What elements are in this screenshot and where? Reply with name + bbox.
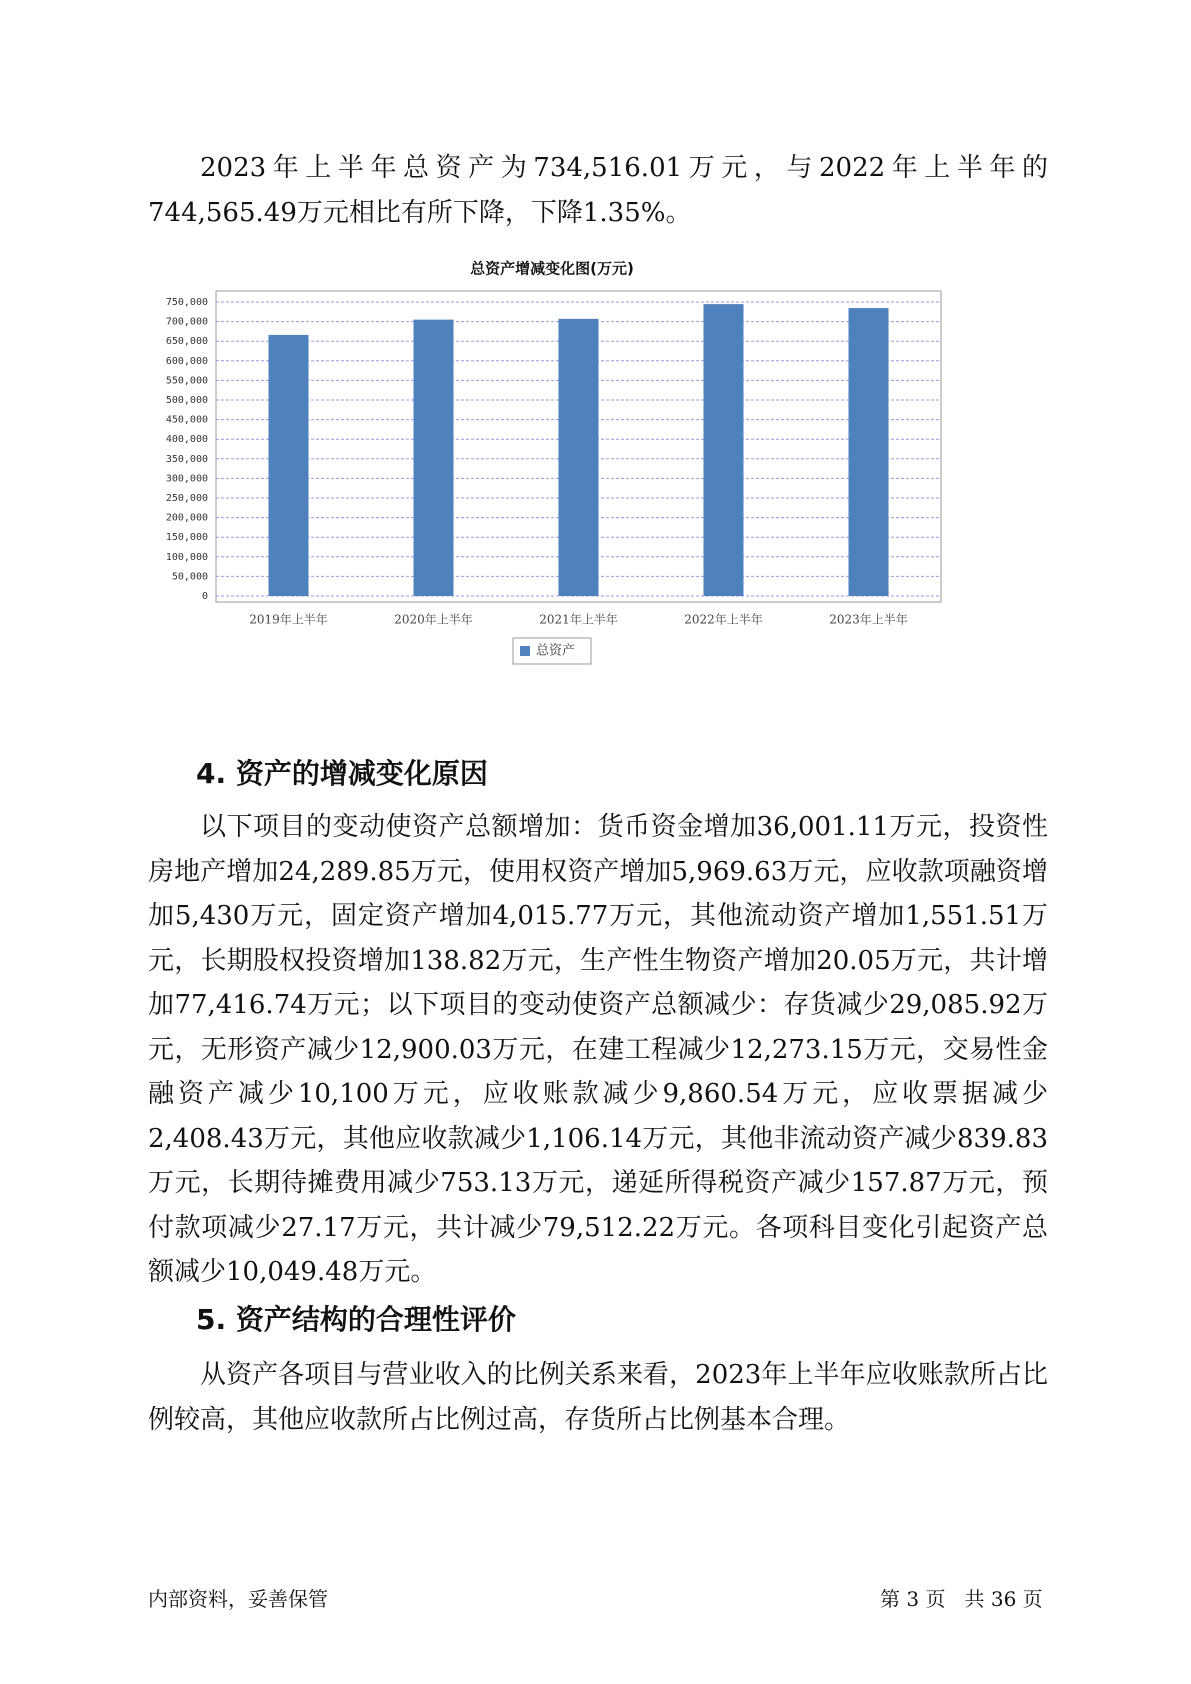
y-tick-label: 500,000: [165, 395, 208, 406]
bar: [269, 335, 309, 596]
y-tick-label: 250,000: [165, 493, 208, 504]
y-tick-label: 350,000: [165, 453, 208, 465]
x-tick-label: 2023年上半年: [829, 612, 908, 627]
legend-label: 总资产: [536, 643, 576, 659]
y-tick-label: 0: [201, 591, 208, 602]
y-tick-label: 750,000: [165, 297, 208, 308]
x-tick-label: 2020年上半年: [394, 612, 473, 627]
total-assets-bar-chart: [148, 260, 948, 670]
y-tick-label: 400,000: [165, 434, 208, 446]
y-tick-label: 650,000: [165, 336, 208, 348]
y-tick-label: 100,000: [165, 551, 208, 563]
y-tick-label: 150,000: [165, 532, 208, 544]
y-axis-ticks: [166, 297, 208, 602]
x-tick-label: 2022年上半年: [684, 612, 763, 627]
y-tick-label: 600,000: [165, 355, 208, 367]
y-tick-label: 550,000: [165, 375, 208, 387]
section-5-paragraph: 从资产各项目与营业收入的比例关系来看，2023年上半年应收账款所占比例较高，其他应收款所占比例过高，存货所占比例基本合理。: [148, 1360, 1048, 1435]
section-5-heading: 5. 资产结构的合理性评价: [196, 1303, 516, 1336]
legend: [513, 638, 591, 664]
y-tick-label: 300,000: [165, 473, 208, 485]
intro-paragraph: 2023年上半年总资产为734,516.01万元，与2022年上半年的744,565.49万元相比有所下降，下降1.35%。: [148, 153, 1048, 228]
footer-confidential-note: 内部资料，妥善保管: [148, 1587, 328, 1611]
x-tick-label: 2021年上半年: [539, 612, 618, 627]
bar: [559, 319, 599, 596]
section-4-paragraph: 以下项目的变动使资产总额增加：货币资金增加36,001.11万元，投资性房地产增加24,289.85万元，使用权资产增加5,969.63万元，应收款项融资增加5,430万元，固定资产增加4,015.77万元，其他流动资产增加1,551.51万元，长期股权投资增加138.82万元，生产性生物资产增加20.05万元，共计增加77,416.74万元；以下项目的变动使资产总额减少：存货减少29,085.92万元，无形资产减少12,900.03万元，在建工程减少12,273.15万元，交易性金融资产减少10,100万元，应收账款减少9,860.54万元，应收票据减少2,408.43万元，其他应收款减少1,106.14万元，其他非流动资产减少839.83万元，长期待摊费用减少753.13万元，递延所得税资产减少157.87万元，预付款项减少27.17万元，共计减少79,512.22万元。各项科目变化引起资产总额减少10,049.48万元。: [148, 812, 1048, 1287]
y-tick-label: 200,000: [165, 512, 208, 524]
section-4-heading: 4. 资产的增减变化原因: [196, 757, 488, 790]
footer-page-number: 第 3 页 共 36 页: [880, 1587, 1043, 1611]
y-tick-label: 450,000: [165, 414, 208, 426]
y-tick-label: 700,000: [165, 316, 208, 328]
bar: [704, 304, 744, 596]
chart-title: 总资产增减变化图(万元): [470, 260, 634, 278]
y-tick-label: 50,000: [171, 571, 208, 583]
legend-swatch: [520, 646, 530, 656]
x-axis-ticks: [249, 612, 908, 627]
bar: [414, 320, 454, 596]
bar: [849, 308, 889, 596]
x-tick-label: 2019年上半年: [249, 612, 328, 627]
